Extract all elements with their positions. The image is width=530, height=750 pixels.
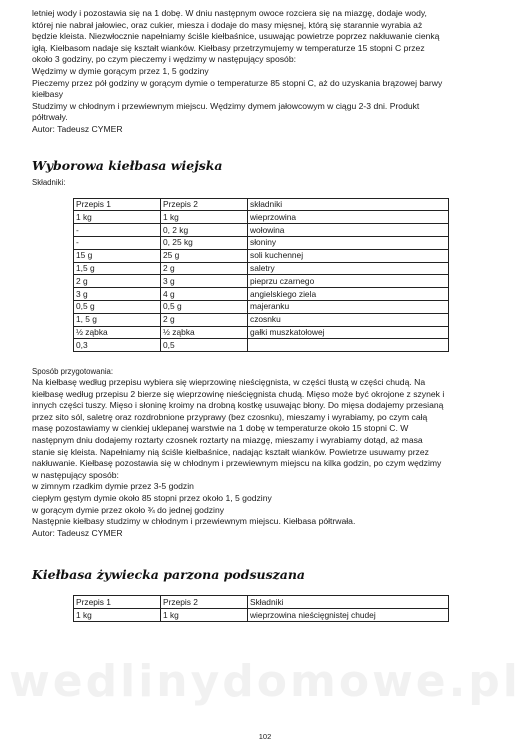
document-page	[32, 8, 502, 622]
text-line: kiełbasę według przepisu 2 bierze się wieprzowinę nieścięgnista chudą. Mięso może być okrojone z szynek i	[32, 388, 445, 399]
table-cell: 0,5	[161, 339, 248, 352]
table-header-cell: Przepis 2	[161, 596, 248, 609]
text-line: następnym dniu dodajemy roztarty czosnek roztarty na miazgę, mieszamy i wyrabiamy dotąd, aż masa	[32, 435, 423, 446]
table-row	[74, 249, 449, 262]
table-cell: wieprzowina nieścięgnistej chudej	[248, 609, 449, 622]
table-row	[74, 326, 449, 339]
table-header-cell: składniki	[248, 198, 449, 211]
table-cell: 1 kg	[161, 211, 248, 224]
table-header-cell: Składniki	[248, 596, 449, 609]
table-row	[74, 262, 449, 275]
text-line: przez sito sól, saletrę oraz rozdrobnione przyprawy (bez czosnku), mieszamy i wyrabiamy, po czym całą	[32, 411, 428, 422]
text-line: będzie kleista. Niezwłocznie napełniamy ściśle kiełbaśnice, usuwając powietrze poprzez nakłuwanie cienką	[32, 31, 440, 42]
table-row	[74, 211, 449, 224]
table-cell: ½ ząbka	[161, 326, 248, 339]
table-cell: -	[74, 236, 161, 249]
table-cell: 1,5 g	[74, 262, 161, 275]
text-line: w gorącym dymie przez około ¾ do jednej godziny	[32, 504, 225, 515]
table-header-cell: Przepis 1	[74, 596, 161, 609]
table-cell: 15 g	[74, 249, 161, 262]
text-line: igłą. Kiełbasom nadaje się kształt wianków. Kiełbasy przetrzymujemy w temperaturze 15 stopni C przez	[32, 42, 425, 53]
table-cell: 0, 2 kg	[161, 224, 248, 237]
text-line: półtrwały.	[32, 112, 68, 123]
table-cell: czosnku	[248, 313, 449, 326]
table-row	[74, 300, 449, 313]
table-row	[74, 275, 449, 288]
table-cell: angielskiego ziela	[248, 288, 449, 301]
preparation-label: Sposób przygotowania:	[32, 367, 114, 377]
text-line: Wędzimy w dymie gorącym przez 1, 5 godziny	[32, 65, 209, 76]
table-row	[74, 339, 449, 352]
watermark: wedlinydomowe.pl	[9, 656, 521, 707]
author-line: Autor: Tadeusz CYMER	[32, 123, 123, 134]
table-cell: 1, 5 g	[74, 313, 161, 326]
table-cell: wieprzowina	[248, 211, 449, 224]
recipe-title: Kiełbasa żywiecka parzona podsuszana	[32, 567, 306, 583]
table-cell: 0, 25 kg	[161, 236, 248, 249]
table-cell: -	[74, 224, 161, 237]
ingredients-table	[73, 198, 449, 353]
text-line: letniej wody i pozostawia się na 1 dobę. W dniu następnym owoce rozciera się na miazgę, dodaje wody,	[32, 8, 427, 18]
text-line: stanie się kleista. Napełniamy nią ściśle kiełbaśnice, nadając kształt wianków. Powietrze usuwamy przez	[32, 446, 429, 457]
text-line: w zimnym rzadkim dymie przez 3-5 godzin	[32, 481, 194, 492]
page-number: 102	[258, 732, 272, 741]
table-cell: 4 g	[161, 288, 248, 301]
table-row	[74, 236, 449, 249]
table-cell: 0,5 g	[74, 300, 161, 313]
table-cell: 2 g	[74, 275, 161, 288]
table-cell: 1 kg	[74, 211, 161, 224]
table-header-cell: Przepis 2	[161, 198, 248, 211]
preparation-text	[32, 377, 502, 539]
text-line: ciepłym gęstym dymie około 85 stopni przez około 1, 5 godziny	[32, 493, 272, 504]
table-cell: 1 kg	[74, 609, 161, 622]
table-cell: 3 g	[74, 288, 161, 301]
text-line: Pieczemy przez pół godziny w gorącym dymie o temperaturze 85 stopni C, aż do uzyskania brązowej barwy	[32, 77, 443, 88]
text-line: Następnie kiełbasy studzimy w chłodnym i przewiewnym miejscu. Kiełbasa półtrwała.	[32, 516, 356, 527]
text-line: innych części tuszy. Mięso i słoninę kroimy na drobną kostkę usuwając błony. Do mięsa dodajemy przesianą	[32, 400, 444, 411]
table-header-cell: Przepis 1	[74, 198, 161, 211]
table-cell: wołowina	[248, 224, 449, 237]
table-cell: majeranku	[248, 300, 449, 313]
table-cell	[248, 339, 449, 352]
table-row	[74, 313, 449, 326]
table-cell: saletry	[248, 262, 449, 275]
text-line: której nie nabrał jałowiec, oraz cukier, miesza i dodaje do masy mięsnej, którą się starannie wyrabia aż	[32, 19, 423, 30]
author-line: Autor: Tadeusz CYMER	[32, 527, 123, 538]
table-cell: pieprzu czarnego	[248, 275, 449, 288]
text-line: kiełbasy	[32, 89, 64, 100]
table-cell: 0,5 g	[161, 300, 248, 313]
table-row	[74, 224, 449, 237]
table-cell: 3 g	[161, 275, 248, 288]
table-cell: 25 g	[161, 249, 248, 262]
table-row	[74, 288, 449, 301]
table-cell: gałki muszkatołowej	[248, 326, 449, 339]
table-cell: 0,3	[74, 339, 161, 352]
ingredients-table	[73, 595, 449, 622]
text-line: masę pozostawiamy w cienkiej uklepanej warstwie na 1 dobę w temperaturze około 15 stopni C. W	[32, 423, 409, 434]
recipe-title: Wyborowa kiełbasa wiejska	[32, 157, 223, 173]
table-cell: 1 kg	[161, 609, 248, 622]
text-line: nakłuwanie. Kiełbasę pozostawia się w chłodnym i przewiewnym miejscu na kilka godzin, po czym wędzimy	[32, 458, 442, 469]
table-cell: 2 g	[161, 262, 248, 275]
table-header-row	[74, 596, 449, 609]
table-row	[74, 609, 449, 622]
table-cell: ½ ząbka	[74, 326, 161, 339]
previous-recipe-tail	[32, 8, 502, 136]
text-line: Studzimy w chłodnym i przewiewnym miejscu. Wędzimy dymem jałowcowym w ciągu 2-3 dni. Produkt	[32, 100, 420, 111]
table-cell: słoniny	[248, 236, 449, 249]
table-header-row	[74, 198, 449, 211]
table-cell: 2 g	[161, 313, 248, 326]
text-line: Na kiełbasę według przepisu wybiera się wieprzowinę nieścięgnista, w części tłustą w części chudą. Na	[32, 377, 426, 388]
text-line: w następujący sposób:	[32, 469, 119, 480]
text-line: około 3 godziny, po czym pieczemy i wędzimy w następujący sposób:	[32, 54, 296, 65]
ingredients-label: Składniki:	[32, 177, 66, 187]
table-cell: soli kuchennej	[248, 249, 449, 262]
